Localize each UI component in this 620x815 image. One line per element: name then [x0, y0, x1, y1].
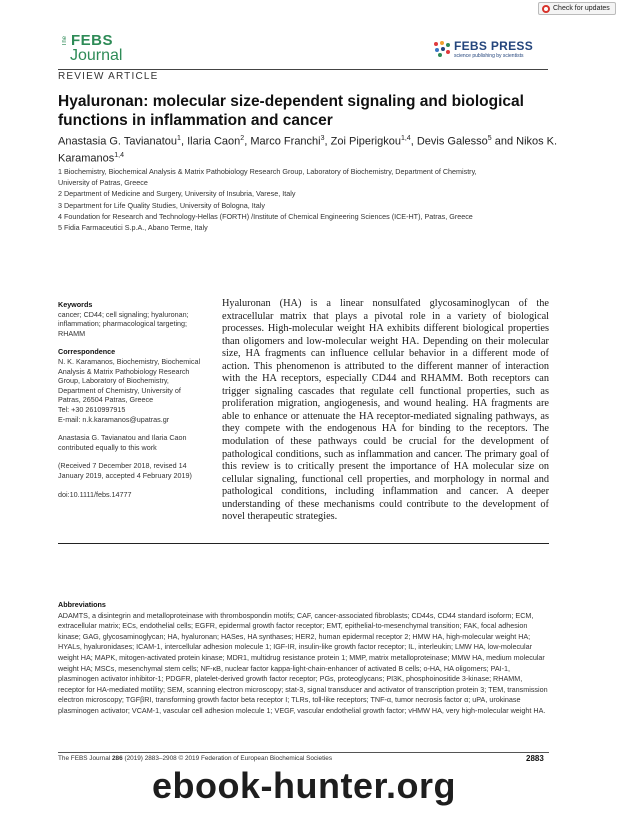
watermark: ebook-hunter.org: [152, 765, 456, 806]
doi-link[interactable]: doi:10.1111/febs.14777: [58, 489, 132, 499]
abbreviations-section: [58, 600, 550, 717]
author-list: [58, 132, 558, 165]
febs-press-tagline: science publishing by scientists: [454, 53, 524, 59]
author-affiliation-marker: 1: [177, 135, 181, 142]
affiliations: [58, 166, 558, 233]
correspondence-email-link[interactable]: E-mail: n.k.karamanos@upatras.gr: [58, 414, 170, 424]
header-divider: [58, 69, 548, 70]
author-affiliation-marker: 1,4: [400, 135, 411, 142]
correspondence-line: Analysis & Matrix Pathobiology Research: [58, 366, 190, 376]
logo-febs: FEBS: [71, 32, 114, 49]
correspondence-line: Group, Laboratory of Biochemistry,: [58, 376, 169, 386]
footer-citation: [58, 755, 332, 762]
page-number: 2883: [526, 754, 544, 763]
affiliation-line: University of Patras, Greece: [58, 178, 148, 188]
author-name: Marco Franchi: [250, 135, 321, 148]
keywords-text: cancer; CD44; cell signaling; hyaluronan; inflammation; pharmacological targeting; RHAMM: [58, 309, 189, 338]
correspondence-heading: Correspondence: [58, 347, 116, 357]
abbreviations-text: ADAMTS, a disintegrin and metalloproteinase with thrombospondin motifs; CAF, cancer-associated fibroblasts; CD44s, CD44 standard isoform; ECM, extracellular matrix; ECs, endothelial cells; EGFR, epidermal growth factor receptor; EMT, epithelial-to-mesenchymal transition; FAK, focal adhesion kinase; GAG, glycosaminoglycan; HA, hyaluronan; HASes, HA synthases; HER2, human epidermal receptor 2; HMW HA, high-molecular weight HA; HYALs, hyaluronidases; ICAM-1, intercellular adhesion molecule 1; IGF-IR, insulin-like growth factor receptor; IL, interleukin; LMW HA, low-molecular weight HA; MAPK, mitogen-activated protein kinase; MDR1, multidrug resistance protein 1; MMP, matrix metalloproteinase; MMW HA, medium molecular weight HA; MSCs, mesenchymal stem cells; NF-κB, nuclear factor kappa-light-chain-enhancer of activated B cells; o-HA, HA oligomers; PAI-1, plasminogen activator inhibitor-1; PDGFR, platelet-derived growth factor receptor; PGs, proteoglycans; PI3K, phosphoinositide 3-kinase; RHAMM, receptor for HA-mediated motility; SEM, scanning electron microscopy; stat-3, signal transducer and activator of transcription protein 3; TEM, transmission electron microscopy; TGFβRI, transforming growth factor beta receptor I; TLRs, toll-like receptors; TNF-α, tumor necrosis factor α; uPA, urokinase plasminogen activator; VCAM-1, vascular cell adhesion molecule 1; VEGF, vascular endothelial growth factor; vHMW HA, very high-molecular weight HA.: [58, 610, 548, 715]
author-name: Ilaria Caon: [187, 135, 241, 148]
logo-journal: Journal: [70, 47, 123, 64]
affiliation-line: 3 Department for Life Quality Studies, University of Bologna, Italy: [58, 200, 265, 210]
author-affiliation-marker: 1,4: [114, 151, 124, 159]
article-sidebar: [58, 300, 208, 499]
febs-journal-logo: [62, 32, 124, 68]
abbreviations-heading: Abbreviations: [58, 600, 106, 609]
author-name: Zoi Piperigkou: [330, 135, 401, 148]
febs-press-name: FEBS PRESS: [454, 39, 534, 53]
check-for-updates-button[interactable]: [538, 2, 616, 15]
footer-divider: [58, 752, 549, 753]
author-separator: ,: [324, 135, 331, 148]
received-dates-line: (Received 7 December 2018, revised 14: [58, 461, 187, 471]
abstract-divider: [58, 543, 549, 544]
affiliation-line: 2 Department of Medicine and Surgery, University of Insubria, Varese, Italy: [58, 189, 296, 199]
affiliation-line: 1 Biochemistry, Biochemical Analysis & Matrix Pathobiology Research Group, Laboratory of Biochemistry, Department of Chemistry,: [58, 167, 477, 176]
equal-contribution-line: Anastasia G. Tavianatou and Ilaria Caon: [58, 433, 187, 443]
author-affiliation-marker: 3: [320, 135, 325, 142]
correspondence-line: Patras, 26504 Patras, Greece: [58, 395, 154, 405]
author-separator: and: [491, 135, 517, 148]
affiliation-line: 4 Foundation for Research and Technology-Hellas (FORTH) /Institute of Chemical Engineering Sciences (ICE-HT), Patras, Greece: [58, 211, 473, 221]
author-name: Devis Galesso: [416, 135, 488, 148]
author-separator: ,: [244, 135, 251, 148]
footer-pages-copyright: (2019) 2883–2908 © 2019 Federation of European Biochemical Societies: [124, 755, 333, 762]
author-name: Anastasia G. Tavianatou: [58, 135, 178, 148]
equal-contribution-line: contributed equally to this work: [58, 442, 157, 452]
correspondence-line: N. K. Karamanos, Biochemistry, Biochemical: [58, 356, 201, 366]
febs-press-logo: [432, 38, 562, 62]
article-type-label: REVIEW ARTICLE: [58, 71, 159, 82]
update-icon: [542, 5, 550, 13]
author-affiliation-marker: 2: [240, 135, 245, 142]
abstract-text: Hyaluronan (HA) is a linear nonsulfated glycosaminoglycan of the extracellular matrix that plays a pivotal role in a variety of biological processes. High-molecular weight HA exhibits different biological properties than oligomers and low-molecular weight HA. Depending on their molecular size, HA fragments can influence cellular behavior in a different mode of action. This phenomenon is attributed to the different manner of interaction with the HA receptors, especially CD44 and RHAMM. Both receptors can trigger signaling cascades that regulate cell functional properties, such as proliferation migration, angiogenesis, and wound healing. HA fragments are able to enhance or attenuate the HA receptor-mediated signaling pathways, as they compete with the endogenous HA for binding to the receptors. The modulation of these pathways could be crucial for the development of pathological conditions, such as inflammation and cancer. The primary goal of this review is to critically present the importance of HA molecular size on cellular signaling, functional cell properties, and morphology in normal and pathological conditions, including inflammation and cancer. A deeper understanding of these mechanisms could contribute to the development of novel therapeutic strategies.: [222, 298, 549, 523]
article-title: Hyaluronan: molecular size-dependent signaling and biological functions in inflammation and cancer: [58, 93, 524, 129]
received-dates-line: January 2019, accepted 4 February 2019): [58, 470, 192, 480]
keywords-heading: Keywords: [58, 300, 93, 309]
logo-the: The: [62, 36, 68, 47]
check-for-updates-label: Check for updates: [553, 5, 610, 12]
author-name: Nikos K. Karamanos: [58, 135, 558, 165]
correspondence-phone: Tel: +30 2610997915: [58, 404, 126, 414]
footer-volume: 286: [112, 755, 123, 762]
author-affiliation-marker: 5: [487, 135, 492, 142]
author-separator: ,: [180, 135, 188, 148]
author-separator: ,: [410, 135, 417, 148]
correspondence-line: Department of Chemistry, University of: [58, 385, 181, 395]
febs-press-mark-icon: [432, 40, 452, 58]
affiliation-line: 5 Fidia Farmaceutici S.p.A., Abano Terme, Italy: [58, 223, 208, 233]
footer-journal: The FEBS Journal: [58, 755, 111, 762]
